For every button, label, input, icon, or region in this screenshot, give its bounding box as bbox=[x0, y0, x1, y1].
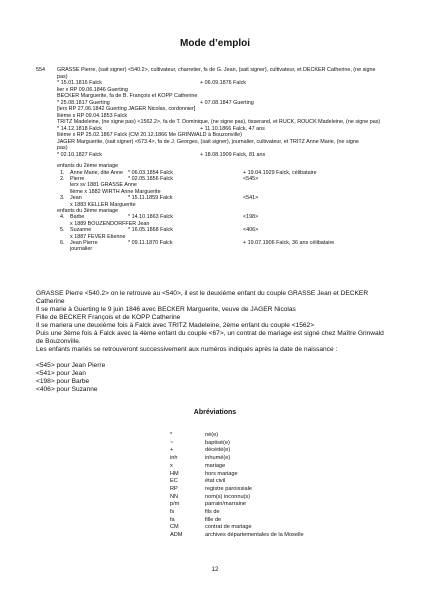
abbreviation-symbol: HM bbox=[170, 470, 179, 477]
child-ref: <198> pour Barbe bbox=[36, 378, 90, 385]
child-death: <406> bbox=[243, 227, 259, 234]
abbreviation-symbol: x bbox=[170, 462, 173, 469]
child-death: <545> bbox=[243, 175, 259, 182]
child-birth: * 16.05.1868 Falck bbox=[128, 227, 173, 234]
entry-line: GRASSE Pierre, (sait signer) <540.2>, cultivateur, charretier, fs de G. Jean, (sait signer), cultivateur, et DECKER Catherine, (ne signe bbox=[57, 67, 376, 73]
abbreviation-symbol: p/m bbox=[170, 501, 180, 508]
child-ref: <545> pour Jean Pierre bbox=[36, 362, 106, 369]
child-birth: * 02.05.1856 Falck bbox=[128, 175, 173, 182]
child-name: x 1883 KELLER Marguerite bbox=[70, 201, 136, 208]
child-ref: <541> pour Jean bbox=[36, 370, 86, 377]
entry-line: pas) bbox=[57, 145, 68, 151]
page-title: Mode d’emploi bbox=[180, 38, 250, 49]
abbreviation-symbol: EC bbox=[170, 478, 178, 485]
abbreviation-description: état civil bbox=[205, 478, 226, 485]
abbreviation-symbol: fa bbox=[170, 516, 175, 523]
death-date: + 07.08.1847 Guerting bbox=[200, 99, 254, 106]
page-number: 12 bbox=[211, 567, 219, 573]
entry-line: llième x RP 25.02.1867 Falck (CM 20.12.1866 Me GRINWALD à Bouzonville) bbox=[57, 132, 242, 138]
entry-line: JAGER Marguerite, (sait signer) <673.4>, fa de J. Georges, (sait signer), journalier, cultivateur, et TRITZ Anne Marie, (ne signe bbox=[57, 138, 359, 145]
child-name: Jean Pierre bbox=[70, 239, 98, 246]
paragraph-line: de Bouzonville. bbox=[36, 338, 81, 345]
abbreviation-description: fils de bbox=[205, 509, 220, 515]
abbreviation-description: décédé(e) bbox=[205, 447, 231, 454]
child-name: x 1889 BOUZENDORFFER Jean bbox=[70, 220, 150, 227]
abbreviation-description: archives départementales de la Moselle bbox=[205, 532, 304, 539]
abbreviation-description: fille de bbox=[205, 516, 222, 523]
abbreviation-symbol: CM bbox=[170, 524, 179, 531]
child-birth: * 14.10.1863 Falck bbox=[128, 214, 173, 221]
children-header: enfants du 3ème mariage bbox=[57, 207, 119, 214]
entry-number: 554 bbox=[36, 67, 45, 73]
child-name: Anne Marie, dite Anne bbox=[70, 169, 124, 176]
entry-line: TRITZ Madeleine, (ne signe pas) <1562.2>, fa de T. Dominique, (ne signe pas), tisserand, et RUCK, ROUCK Madeleine, (ne signe pas) bbox=[57, 119, 381, 125]
abbreviation-symbol: * bbox=[170, 432, 173, 438]
child-name: journalier bbox=[70, 246, 93, 253]
entry-line: lier x RP 09.06.1846 Guerting bbox=[57, 86, 128, 93]
child-number: 4. bbox=[60, 214, 65, 221]
child-name: llème x 1882 WIRTH Anne Marguerite bbox=[70, 188, 161, 195]
paragraph-line: Il se mariera une deuxième fois à Falck avec TRITZ Madeleine, 2ème enfant du couple <1562> bbox=[36, 322, 315, 329]
abbreviation-symbol: inh bbox=[170, 455, 178, 462]
death-date: + 06.09.1876 Falck bbox=[200, 80, 247, 86]
paragraph-line: GRASSE Pierre <540.2> on le retrouve au <540>, il est le deuxième enfant du couple GRASSE Jean et DECKER bbox=[36, 290, 369, 297]
abbreviation-description: mariage bbox=[205, 462, 226, 469]
child-death: <541> bbox=[243, 195, 259, 202]
paragraph-line: Les enfants mariés se retrouveront successivement aux numéros indiqués après la date de naissance : bbox=[36, 346, 338, 353]
child-name: Pierre bbox=[70, 175, 85, 182]
child-number: 5. bbox=[60, 227, 65, 234]
abbreviation-description: contrat de mariage bbox=[205, 524, 252, 531]
abbreviation-description: parrain/marraine bbox=[205, 501, 247, 508]
entry-line: llième x RP 09.04.1853 Falck bbox=[57, 112, 128, 119]
children-header: enfants du 2ème mariage bbox=[57, 163, 119, 169]
abbreviation-symbol: + bbox=[170, 447, 174, 454]
paragraph-line: Fille de BECKER François et de KOPP Catherine bbox=[36, 314, 181, 321]
child-name: Jean bbox=[70, 195, 82, 202]
entry-line: BECKER Marguerite, fa de B. François et KOPP Catherine bbox=[57, 93, 198, 99]
abbreviation-description: inhumé(e) bbox=[205, 455, 231, 462]
child-birth: * 06.03.1854 Falck bbox=[128, 169, 173, 176]
abbreviation-symbol: RP bbox=[170, 485, 178, 492]
paragraph-line: Catherine bbox=[36, 298, 65, 305]
child-number: 6. bbox=[60, 239, 65, 246]
abbreviation-symbol: ADM bbox=[170, 532, 183, 539]
abbreviation-description: né(e) bbox=[205, 432, 219, 438]
entry-line: pas) bbox=[57, 73, 68, 80]
abbreviation-symbol: fs bbox=[170, 509, 175, 515]
entry-line: * 15.01.1816 Falck bbox=[57, 80, 102, 86]
paragraph-line: Il se marie à Guerting le 9 juin 1846 avec BECKER Marguerite, veuve de JAGER Nicolas bbox=[36, 306, 296, 313]
death-date: + 18.08.1909 Falck, 81 ans bbox=[200, 151, 266, 158]
child-death: + 19.04.1929 Falck, célibataire bbox=[243, 169, 317, 176]
child-name: x 1887 FEVER Etienne bbox=[70, 233, 126, 240]
child-number: 3. bbox=[60, 195, 65, 202]
entry-line: * 14.12.1818 Falck bbox=[57, 125, 102, 132]
abbreviation-symbol: NN bbox=[170, 493, 179, 500]
abbreviation-description: baptisé(e) bbox=[205, 439, 230, 446]
abbreviation-description: registre paroissiale bbox=[205, 485, 252, 492]
entry-line: [lerx RP 27.06.1842 Guerting JAGER Nicolas, cordonnier] bbox=[57, 106, 196, 112]
child-name: lerx sv 1881 GRASSE Anne bbox=[70, 182, 137, 189]
child-death: + 19.07.1906 Falck, 36 ans célibataire bbox=[243, 239, 335, 246]
child-name: Barbe bbox=[70, 214, 85, 221]
abbreviation-description: hors mariage bbox=[205, 470, 238, 477]
child-number: 1. bbox=[60, 169, 65, 176]
child-death: <198> bbox=[243, 214, 259, 221]
abbreviation-description: nom(s) inconnu(s) bbox=[205, 493, 251, 500]
child-ref: <406> pour Suzanne bbox=[36, 386, 98, 393]
child-number: 2. bbox=[60, 175, 65, 182]
entry-line: * 02.10.1827 Falck bbox=[57, 151, 102, 158]
abbreviations-title: Abréviations bbox=[193, 409, 237, 416]
child-birth: * 15.11.1859 Falck bbox=[128, 195, 173, 202]
abbreviation-symbol: ~ bbox=[170, 439, 174, 446]
paragraph-line: Puis une 3ème fois à Falck avec la 4ème enfant du couple <67>, un contrat de mariage est signé chez Maître Grinwald bbox=[36, 330, 384, 337]
child-birth: * 09.11.1870 Falck bbox=[128, 239, 173, 246]
child-name: Suzanne bbox=[70, 227, 92, 234]
entry-line: * 25.08.1817 Guerting bbox=[57, 99, 110, 106]
death-date: + 11.10.1866 Falck, 47 ans bbox=[200, 125, 265, 132]
